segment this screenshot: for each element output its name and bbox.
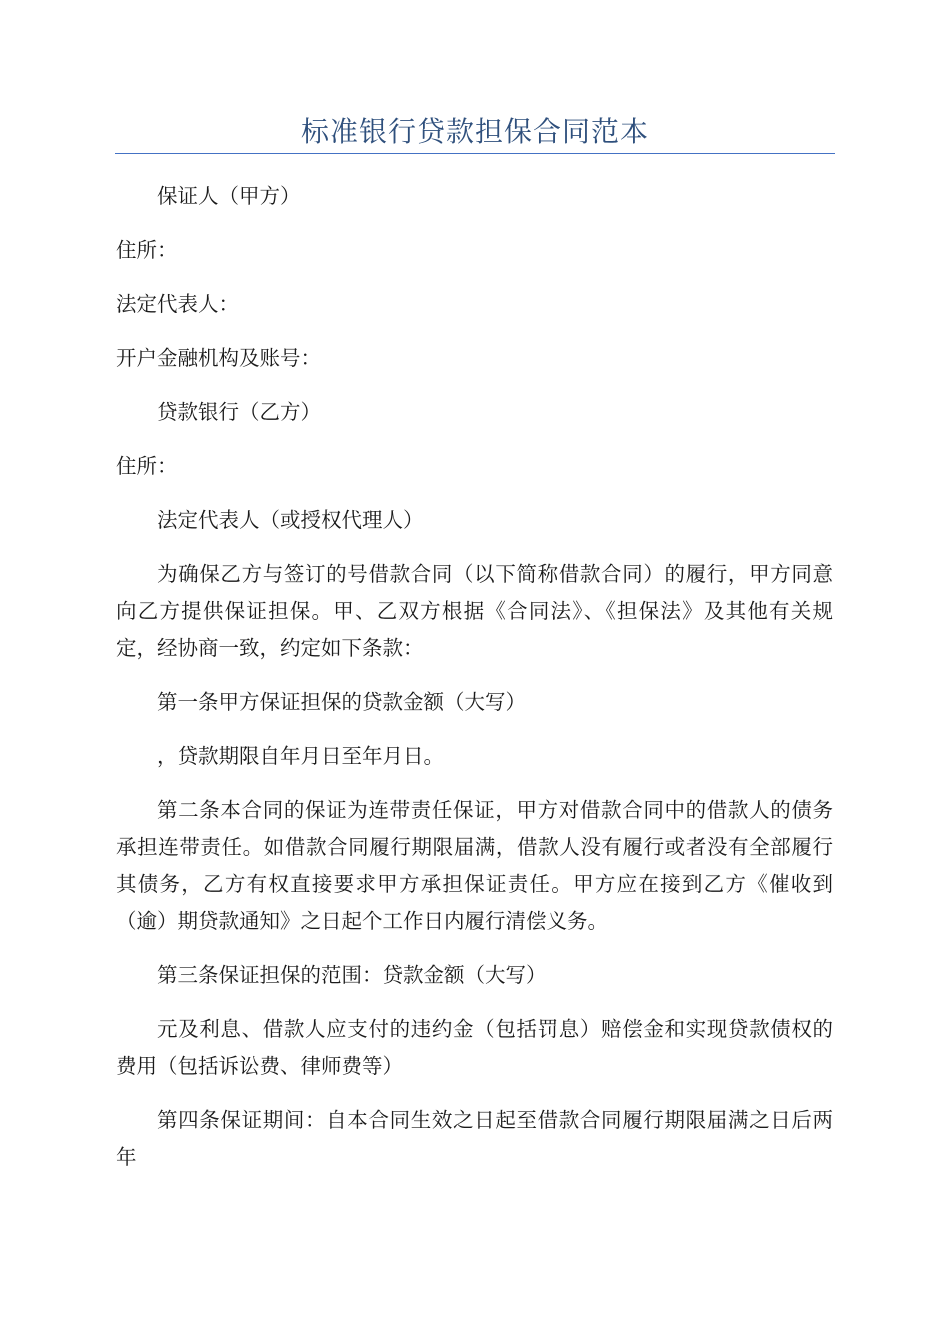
paragraph-article-1: 第一条甲方保证担保的贷款金额（大写） [157,690,526,714]
paragraph-guarantor-address: 住所： [116,238,178,262]
paragraph-article-3-detail: 元及利息、借款人应支付的违约金（包括罚息）赔偿金和实现贷款债权的费用（包括诉讼费、律师费等） [116,1017,833,1078]
paragraph-loan-term: ，贷款期限自年月日至年月日。 [157,744,444,768]
paragraph-article-3: 第三条保证担保的范围：贷款金额（大写） [157,963,547,987]
document-title: 标准银行贷款担保合同范本 [300,115,649,148]
paragraph-preamble: 为确保乙方与签订的号借款合同（以下简称借款合同）的履行，甲方同意向乙方提供保证担保。甲、乙双方根据《合同法》、《担保法》及其他有关规定，经协商一致，约定如下条款： [116,562,833,660]
paragraph-bank-address: 住所： [116,454,178,478]
document-body [116,178,833,1193]
paragraph-legal-representative: 法定代表人： [116,292,239,316]
paragraph-article-2: 第二条本合同的保证为连带责任保证，甲方对借款合同中的借款人的债务承担连带责任。如借款合同履行期限届满，借款人没有履行或者没有全部履行其债务，乙方有权直接要求甲方承担保证责任。甲方应在接到乙方《催收到（逾）期贷款通知》之日起个工作日内履行清偿义务。 [116,798,833,933]
paragraph-bank-account: 开户金融机构及账号： [116,346,321,370]
title-underline [115,153,835,154]
paragraph-guarantor: 保证人（甲方） [157,184,301,208]
paragraph-lending-bank: 贷款银行（乙方） [157,400,321,424]
paragraph-bank-representative: 法定代表人（或授权代理人） [157,508,424,532]
paragraph-article-4: 第四条保证期间：自本合同生效之日起至借款合同履行期限届满之日后两年 [116,1108,833,1169]
